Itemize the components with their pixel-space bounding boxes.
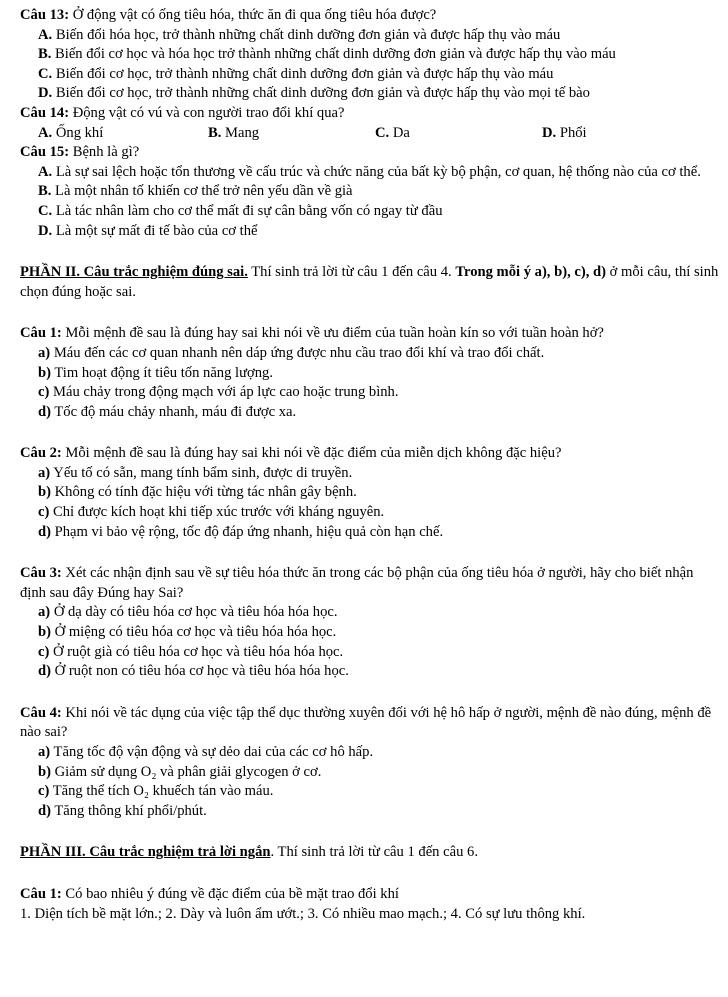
statement-c xyxy=(20,782,720,802)
statement-key: b) xyxy=(38,624,51,641)
question-label: Câu 1: xyxy=(20,885,62,902)
statement-text: Không có tính đặc hiệu với từng tác nhân gây bệnh. xyxy=(50,484,357,501)
question-text: Ở động vật có ống tiêu hóa, thức ăn đi qua ống tiêu hóa được? xyxy=(69,7,437,23)
option-text: Là một nhân tố khiến cơ thể trở nên yếu dần về già xyxy=(51,183,353,200)
statement-text: Ở miệng có tiêu hóa cơ học và tiêu hóa hóa học. xyxy=(50,624,337,641)
statement-text: Tim hoạt động ít tiêu tốn năng lượng. xyxy=(50,364,273,381)
part3-intro xyxy=(20,843,720,863)
question-label: Câu 15: xyxy=(20,144,70,161)
part2-intro xyxy=(20,263,720,302)
section-heading: PHẦN II. Câu trắc nghiệm đúng sai. xyxy=(20,264,248,281)
section-intro-end: ở mỗi câu, thí sinh chọn đúng hoặc sai. xyxy=(20,264,719,300)
question-label: Câu 3: xyxy=(20,565,62,582)
option-c xyxy=(20,202,720,222)
question-text: Mỗi mệnh đề sau là đúng hay sai khi nói về đặc điểm của miễn dịch không đặc hiệu? xyxy=(61,445,562,462)
statement-key: d) xyxy=(38,403,51,420)
section-intro-bold: Trong mỗi ý a), b), c), d) xyxy=(455,264,606,281)
statement-key: a) xyxy=(38,744,51,760)
question-label: Câu 14: xyxy=(20,104,70,121)
statement-key: b) xyxy=(38,763,51,780)
question-text: Bệnh là gì? xyxy=(69,144,140,161)
question-text: Có bao nhiêu ý đúng về đặc điểm của bề mặt trao đổi khí xyxy=(61,885,399,902)
statement-c xyxy=(20,643,720,663)
statement-d xyxy=(20,802,720,822)
option-key: C. xyxy=(38,202,53,219)
option-a xyxy=(38,124,208,144)
statement-key: a) xyxy=(38,344,51,361)
option-text: Biến đổi cơ học, trở thành những chất dinh dưỡng đơn giản và được hấp thụ vào mọi tế bào xyxy=(52,85,590,102)
statement-text: Ở ruột non có tiêu hóa cơ học và tiêu hóa hóa học. xyxy=(50,663,349,680)
option-d xyxy=(542,124,587,144)
section-intro: Thí sinh trả lời từ câu 1 đến câu 4. xyxy=(247,264,456,281)
option-key: B. xyxy=(38,183,52,200)
statement-text: Ở dạ dày có tiêu hóa cơ học và tiêu hóa hóa học. xyxy=(50,604,338,621)
statement-key: b) xyxy=(38,364,51,381)
statement-text: Giảm sử dụng O₂ và phân giải glycogen ở cơ. xyxy=(50,763,322,780)
statement-a xyxy=(20,344,720,364)
statement-d xyxy=(20,662,720,682)
option-b xyxy=(20,182,720,202)
option-d xyxy=(20,222,720,242)
question-text: Xét các nhận định sau về sự tiêu hóa thức ăn trong các bộ phận của ống tiêu hóa ở người, hãy cho biết nhận định sau đây Đúng hay Sai? xyxy=(20,565,694,601)
option-text: Da xyxy=(389,124,410,141)
question-choices-line: 1. Diện tích bề mặt lớn.; 2. Dày và luôn ẩm ướt.; 3. Có nhiều mao mạch.; 4. Có sự lưu thông khí. xyxy=(20,905,586,922)
section-intro: . Thí sinh trả lời từ câu 1 đến câu 6. xyxy=(270,844,478,861)
statement-text: Chỉ được kích hoạt khi tiếp xúc trước với kháng nguyên. xyxy=(49,504,385,521)
option-c xyxy=(20,65,720,85)
statement-key: d) xyxy=(38,802,51,819)
statement-key: c) xyxy=(38,504,50,521)
option-key: B. xyxy=(38,46,52,63)
statement-text: Yếu tố có sẵn, mang tính bẩm sinh, được di truyền. xyxy=(50,464,353,481)
tf-question-4 xyxy=(20,704,720,743)
statement-text: Tăng thông khí phổi/phút. xyxy=(50,802,207,819)
statement-b xyxy=(20,483,720,503)
question-13 xyxy=(20,6,720,26)
option-text: Biến đổi cơ học, trở thành những chất dinh dưỡng đơn giản và được hấp thụ vào máu xyxy=(52,65,554,82)
document-page xyxy=(20,6,720,924)
statement-key: d) xyxy=(38,523,51,540)
option-c xyxy=(375,124,542,144)
statement-d xyxy=(20,403,720,423)
statement-a xyxy=(20,464,720,484)
options-row xyxy=(20,124,720,144)
short-question-1 xyxy=(20,885,720,905)
option-text: Phổi xyxy=(556,124,587,141)
option-text: Biến đổi hóa học, trở thành những chất dinh dưỡng đơn giản và được hấp thụ vào máu xyxy=(52,26,561,43)
statement-key: c) xyxy=(38,783,50,800)
section-heading: PHẦN III. Câu trắc nghiệm trả lời ngắn xyxy=(20,844,271,861)
option-key: A. xyxy=(38,163,53,180)
question-label: Câu 1: xyxy=(20,325,62,342)
option-b xyxy=(20,45,720,65)
option-key: A. xyxy=(38,124,53,141)
question-text: Động vật có vú và con người trao đổi khí qua? xyxy=(69,104,345,121)
option-text: Là tác nhân làm cho cơ thể mất đi sự cân bằng vốn có ngay từ đầu xyxy=(52,202,443,219)
option-key: D. xyxy=(38,222,53,239)
option-a xyxy=(20,26,720,46)
statement-key: b) xyxy=(38,484,51,501)
option-d xyxy=(20,84,720,104)
question-label: Câu 2: xyxy=(20,445,62,462)
statement-a xyxy=(20,603,720,623)
statement-text: Máu chảy trong động mạch với áp lực cao hoặc trung bình. xyxy=(49,384,399,401)
question-label: Câu 4: xyxy=(20,704,62,721)
option-key: B. xyxy=(208,124,222,141)
statement-key: c) xyxy=(38,384,50,401)
question-15 xyxy=(20,143,720,163)
option-text: Biến đổi cơ học và hóa học trở thành những chất dinh dưỡng đơn giản và được hấp thụ vào máu xyxy=(51,46,616,63)
option-text: Là một sự mất đi tế bào của cơ thể xyxy=(52,222,258,239)
option-text: Ống khí xyxy=(52,124,104,141)
tf-question-3 xyxy=(20,564,720,603)
statement-key: d) xyxy=(38,663,51,680)
question-text: Khi nói về tác dụng của việc tập thể dục thường xuyên đối với hệ hô hấp ở người, mệnh đề nào đúng, mệnh đề nào sai? xyxy=(20,704,712,741)
statement-b xyxy=(20,623,720,643)
statement-d xyxy=(20,523,720,543)
statement-key: c) xyxy=(38,643,50,660)
statement-c xyxy=(20,383,720,403)
statement-b xyxy=(20,763,720,783)
option-a xyxy=(20,163,720,183)
question-label: Câu 13: xyxy=(20,7,70,23)
statement-text: Tăng tốc độ vận động và sự dẻo dai của các cơ hô hấp. xyxy=(50,744,374,760)
statement-key: a) xyxy=(38,604,51,621)
statement-b xyxy=(20,364,720,384)
option-key: A. xyxy=(38,26,53,43)
statement-text: Phạm vi bảo vệ rộng, tốc độ đáp ứng nhanh, hiệu quả còn hạn chế. xyxy=(50,523,444,540)
question-text: Mỗi mệnh đề sau là đúng hay sai khi nói về ưu điểm của tuần hoàn kín so với tuần hoàn hở? xyxy=(61,325,604,342)
question-14 xyxy=(20,104,720,124)
statement-text: Tăng thể tích O₂ khuếch tán vào máu. xyxy=(49,783,274,800)
tf-question-1 xyxy=(20,324,720,344)
statement-text: Máu đến các cơ quan nhanh nên dáp ứng được nhu cầu trao đổi khí và trao đổi chất. xyxy=(50,344,545,361)
statement-text: Ở ruột già có tiêu hóa cơ học và tiêu hóa hóa học. xyxy=(49,643,344,660)
option-text: Là sự sai lệch hoặc tổn thương về cấu trúc và chức năng của bất kỳ bộ phận, cơ quan, hệ thống nào của cơ thể. xyxy=(52,163,701,180)
option-text: Mang xyxy=(221,124,260,141)
statement-key: a) xyxy=(38,464,51,481)
statement-a xyxy=(20,743,720,763)
option-key: D. xyxy=(38,85,53,102)
option-key: C. xyxy=(38,65,53,82)
tf-question-2 xyxy=(20,444,720,464)
statement-text: Tốc độ máu chảy nhanh, máu đi được xa. xyxy=(50,403,297,420)
option-b xyxy=(208,124,375,144)
statement-c xyxy=(20,503,720,523)
option-key: D. xyxy=(542,124,557,141)
option-key: C. xyxy=(375,124,390,141)
